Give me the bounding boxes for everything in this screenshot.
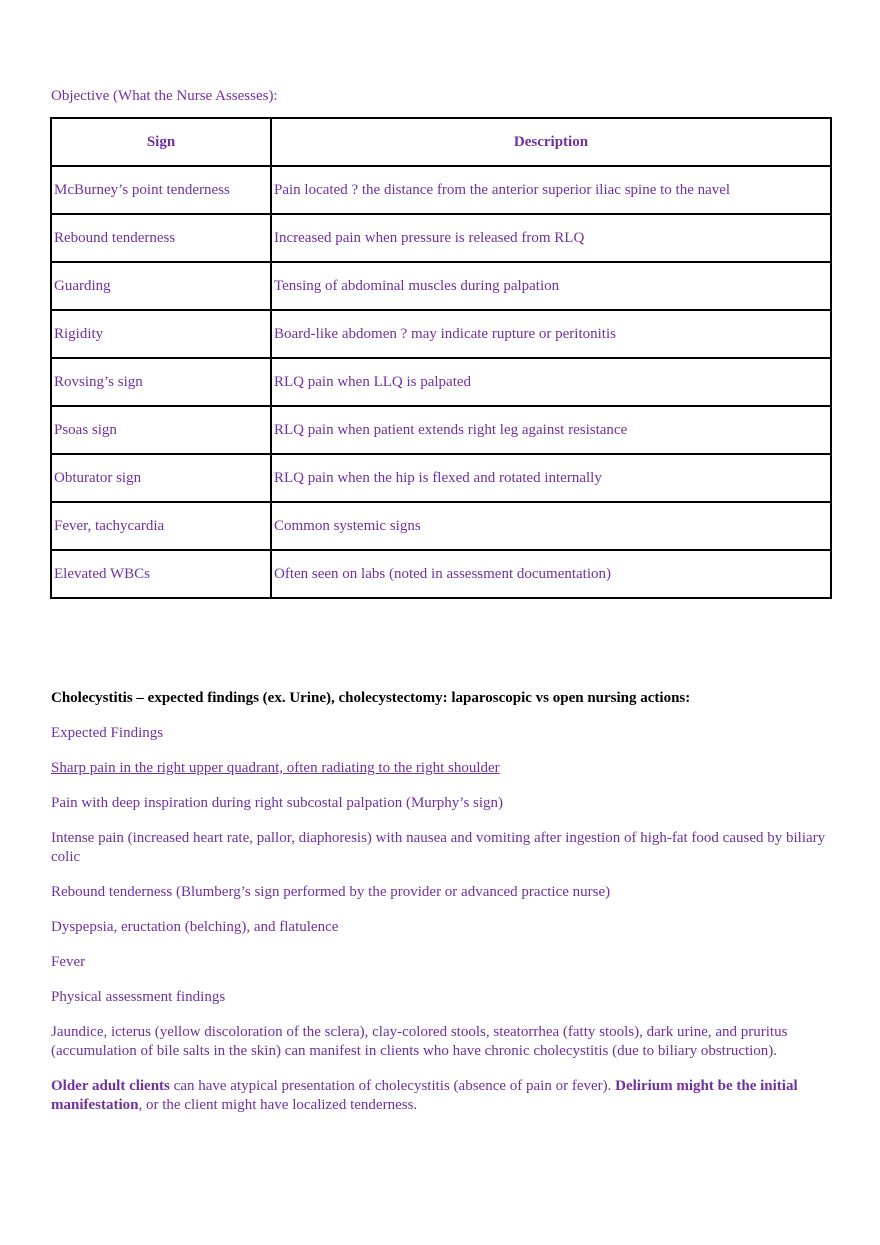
finding-item: Sharp pain in the right upper quadrant, often radiating to the right shoulder [51, 760, 500, 776]
description-cell: Common systemic signs [271, 502, 831, 550]
description-cell: Pain located ? the distance from the anterior superior iliac spine to the navel [271, 166, 831, 214]
table-row [51, 550, 831, 598]
finding-item: Fever [51, 954, 86, 970]
header-description: Description [271, 118, 831, 166]
table-row [51, 358, 831, 406]
sign-cell: Rigidity [51, 310, 271, 358]
description-cell: Increased pain when pressure is released from RLQ [271, 214, 831, 262]
physical-findings-label: Physical assessment findings [51, 989, 226, 1005]
finding-item: Intense pain (increased heart rate, pallor, diaphoresis) with nausea and vomiting after ingestion of high-fat food caused by biliary colic [51, 830, 826, 865]
table-row [51, 502, 831, 550]
older-adult-text-end: , or the client might have localized tenderness. [138, 1097, 418, 1113]
older-adult-note [51, 1077, 829, 1115]
sign-cell: Fever, tachycardia [51, 502, 271, 550]
finding-item: Pain with deep inspiration during right subcostal palpation (Murphy’s sign) [51, 795, 504, 811]
table-row [51, 262, 831, 310]
expected-findings-label: Expected Findings [51, 725, 164, 741]
description-cell: Tensing of abdominal muscles during palpation [271, 262, 831, 310]
objective-label: Objective (What the Nurse Assesses): [51, 88, 278, 104]
description-cell: RLQ pain when the hip is flexed and rotated internally [271, 454, 831, 502]
table-row [51, 166, 831, 214]
physical-findings-text: Jaundice, icterus (yellow discoloration of the sclera), clay-colored stools, steatorrhea (fatty stools), dark urine, and pruritus (accumulation of bile salts in the skin) can manifest in clients who have chronic cholecystitis (due to biliary obstruction). [51, 1024, 788, 1059]
table-row [51, 310, 831, 358]
table-row [51, 454, 831, 502]
description-cell: RLQ pain when patient extends right leg against resistance [271, 406, 831, 454]
table-row [51, 406, 831, 454]
table-row [51, 214, 831, 262]
sign-cell: McBurney’s point tenderness [51, 166, 271, 214]
delirium-bold: Delirium might be the initial manifestation [51, 1078, 798, 1113]
sign-cell: Obturator sign [51, 454, 271, 502]
description-cell: Often seen on labs (noted in assessment documentation) [271, 550, 831, 598]
sign-cell: Guarding [51, 262, 271, 310]
sign-cell: Rovsing’s sign [51, 358, 271, 406]
older-adult-bold: Older adult clients [51, 1078, 170, 1094]
sign-cell: Psoas sign [51, 406, 271, 454]
finding-item: Rebound tenderness (Blumberg’s sign performed by the provider or advanced practice nurse) [51, 884, 611, 900]
signs-table [50, 117, 832, 599]
header-sign: Sign [51, 118, 271, 166]
description-cell: Board-like abdomen ? may indicate rupture or peritonitis [271, 310, 831, 358]
finding-item: Dyspepsia, eructation (belching), and flatulence [51, 919, 339, 935]
description-cell: RLQ pain when LLQ is palpated [271, 358, 831, 406]
sign-cell: Elevated WBCs [51, 550, 271, 598]
sign-cell: Rebound tenderness [51, 214, 271, 262]
cholecystitis-section [51, 689, 831, 1131]
table-header-row [51, 118, 831, 166]
older-adult-text: can have atypical presentation of cholecystitis (absence of pain or fever). [169, 1078, 616, 1094]
cholecystitis-heading: Cholecystitis – expected findings (ex. Urine), cholecystectomy: laparoscopic vs open nursing actions: [51, 690, 691, 706]
